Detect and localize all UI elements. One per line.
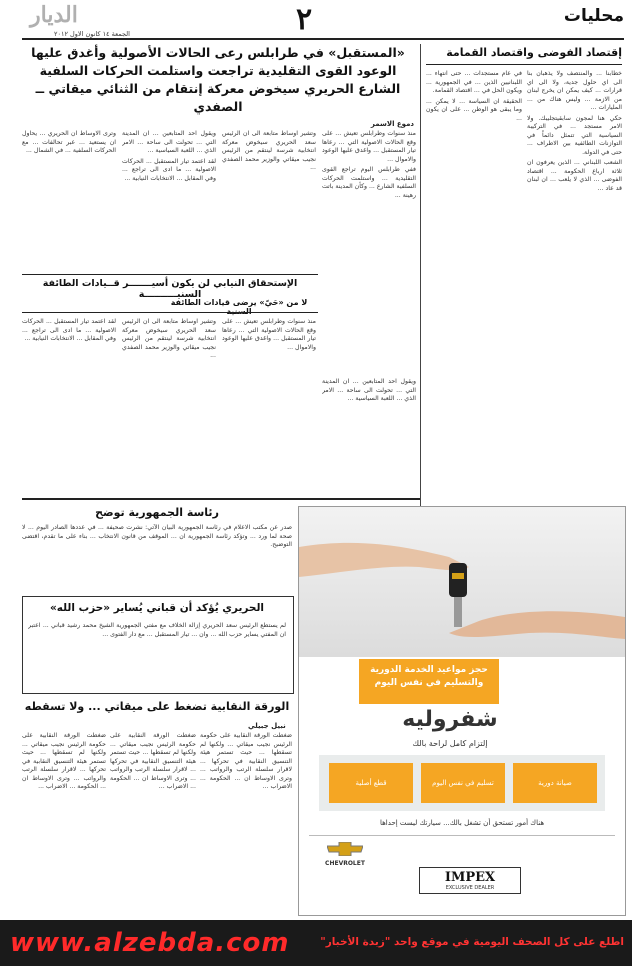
chevrolet-ad[interactable]	[298, 506, 626, 916]
impex-dealer	[419, 867, 521, 894]
top-story-col-3	[122, 130, 216, 272]
top-paragraph: لقد اعتمد تيار المستقبل ... الحركات الاصولية ... ما ادى الى تراجع ... وفي المقابل ... الانتخابات النيابية ...	[22, 318, 116, 342]
top-story-lower-4	[322, 378, 416, 494]
mid-strip-headline: الإستحقاق النيابي لن يكون أسيـــــــر قــيادات الطائفة السنيــــــــــة	[42, 278, 298, 300]
mid-strip-rule-top	[22, 274, 318, 275]
top-story-col-4	[22, 130, 116, 272]
ad-divider	[309, 835, 615, 836]
union-body-1: ضغطت الورقة النقابية على حكومة الرئيس نجيب ميقاتي ... ولكنها لم تسقطها ... حيث تستمر هيئة التنسيق النقابية في تحركها ... لاقرار سلسلة الرتب والرواتب ... وترى الاوساط ان ... الحكومة ... الاضراب ...	[200, 732, 292, 790]
top-story-headline: «المستقبل» في طرابلس رعى الحالات الأصولية وأغدق عليها الوعود القوى التقليدية تراجعت واستلمت الحركات السلفية الشارع الحريري سيخوض معركة إنتقام من الثنائي ميقاتي ــ الصفدي	[31, 45, 405, 114]
top-paragraph: ففي طرابلس اليوم تراجع القوى التقليدية ... واستلمت الحركات السلفية الشارع ... وكأن المدينة باتت رهينة ...	[322, 166, 416, 199]
top-story-col-1	[322, 130, 416, 372]
mid-strip-rule-bottom	[22, 312, 318, 313]
right-paragraph: الحقيقة ان السياسة ... لا يمكن ... وما يبقى هو الوطن ... على ان يكون ...	[426, 97, 522, 122]
service-item	[421, 763, 505, 803]
ad-tagline: إلتزام كامل لراحة بالك	[412, 739, 488, 748]
ad-brand-arabic: شفروليه	[402, 707, 498, 732]
presidency-body: صدر عن مكتب الاعلام في رئاسة الجمهورية البيان الآتي: نشرت صحيفة ... في عددها الصادر اليوم ... لا صحة لما ورد ... وتؤكد رئاسة الجمهورية ان ... الموقف من قانون الانتخاب ... بناء على ما تقدم، اقتضى التوضيح.	[22, 524, 292, 548]
top-paragraph: وترى الاوساط ان الحريري ... يحاول ان يستعيد ... عبر تحالفات ... مع الحركات السلفية ... في الشمال ...	[22, 130, 116, 154]
right-paragraph: خطابنا ... والمنتصف ولا يذهبان بنا الى اي حلول جدية، ولا الى اي قرارات ... كيف يمكن ان يخرج لبنان من الازمة ... وليس هناك من ... المليارات ...	[527, 70, 622, 111]
impex-name: IMPEX	[444, 870, 496, 885]
union-body-2: ضغطت الورقة النقابية على حكومة الرئيس نجيب ميقاتي ... ولكنها لم تسقطها ... حيث تستمر هيئة التنسيق النقابية في تحركها ... لاقرار سلسلة الرتب والرواتب ... وترى الاوساط ان ... الحكومة ... الاضراب ...	[110, 732, 196, 790]
top-story-lower-3	[22, 318, 116, 494]
footer-url[interactable]: www.alzebda.com	[10, 928, 290, 958]
top-story-byline: دموع الاسمر	[370, 120, 414, 128]
ad-service-badge[interactable]	[359, 659, 499, 704]
section-rule	[22, 498, 420, 500]
top-paragraph: وتشير اوساط متابعة الى ان الرئيس سعد الحريري سيخوض معركة انتخابية شرسة لينتقم من الرئيس نجيب ميقاتي والوزير محمد الصفدي ...	[122, 318, 216, 359]
service-label: قطع أصلية	[355, 779, 387, 787]
right-title-rule	[426, 64, 622, 65]
union-body-3: ضغطت الورقة النقابية على حكومة الرئيس نجيب ميقاتي ... ولكنها لم تسقطها ... حيث تستمر هيئة التنسيق النقابية في تحركها ... لاقرار سلسلة الرتب والرواتب ... وترى الاوساط ان ... الحكومة ... الاضراب ...	[22, 732, 106, 790]
chevrolet-wordmark: CHEVROLET	[325, 860, 365, 867]
top-paragraph: منذ سنوات وطرابلس تعيش ... على وقع الحالات الاصولية التي ... رعاها تيار المستقبل ... واغدق عليها الوعود والاموال ...	[322, 130, 416, 163]
top-paragraph: ويقول احد المتابعين ... ان المدينة التي ... تحولت الى ساحة ... الامر الذي ... اللعبة السياسية ...	[322, 378, 416, 402]
right-paragraph: في عام مستجدات ... حتى انتهاء ... اللبنانيين الذين ... في الجمهورية ... ويكون الحل في ... اقتصاد القمامة.	[426, 70, 522, 94]
top-paragraph: منذ سنوات وطرابلس تعيش ... على وقع الحالات الاصولية التي ... رعاها تيار المستقبل ... واغدق عليها الوعود والاموال ...	[222, 318, 316, 351]
header-rule	[22, 38, 624, 40]
hariri-headline: الحريري يُؤكد أن قباني يُساير «حزب الله»	[49, 602, 265, 614]
right-paragraph: الشعب اللبناني ... الذين يعرفون ان ثلاثة ارباع الحكومة ... اقتصاد الفوضى ... الذي لا يلعب ... ان لبنان قد عاد ...	[527, 159, 622, 192]
top-paragraph: لقد اعتمد تيار المستقبل ... الحركات الاصولية ... ما ادى الى تراجع ... وفي المقابل ... الانتخابات النيابية ...	[122, 157, 216, 182]
service-label: تسليم في نفس اليوم	[432, 779, 494, 787]
hariri-body: لم يستطع الرئيس سعد الحريري إزالة الخلاف مع مفتي الجمهورية الشيخ محمد رشيد قباني ... اعتبر ان المفتي يساير حزب الله ... وان ... تيار المستقبل ... مع دار الفتوى ...	[28, 622, 286, 638]
section-title: محليات	[563, 6, 624, 26]
top-paragraph: ويقول احد المتابعين ... ان المدينة التي ... تحولت الى ساحة ... الامر الذي ... اللعبة السياسية ...	[122, 130, 216, 154]
presidency-headline: رئاسة الجمهورية توضح	[95, 506, 219, 519]
service-item	[513, 763, 597, 803]
footer-message: اطلع على كل الصحف اليومية في موقع واحد "زبدة الأخبار"	[320, 936, 624, 948]
chevrolet-bowtie-icon	[327, 842, 363, 856]
ad-badge-text: حجز مواعيد الخدمة الدورية والتسليم في نفس اليوم	[370, 665, 488, 688]
chevrolet-logo	[315, 841, 375, 867]
hand-key-illustration	[299, 507, 625, 657]
issue-date: الجمعة ١٤ كانون الاول ٢٠١٢	[54, 30, 130, 38]
top-story-lower-2	[122, 318, 216, 494]
impex-label: EXCLUSIVE DEALER	[445, 885, 495, 891]
service-label: صيانة دورية	[538, 779, 572, 787]
ad-note: هناك أمور تستحق أن تشغل بالك... سيارتك ليست إحداها	[379, 819, 545, 827]
top-story-col-2	[222, 130, 316, 272]
page-number: ٢	[296, 2, 313, 37]
right-paragraph: حكي هنا لمجون سابقيتجليبك. ولا الامر مستجد ... في التركيبة السياسية التي تتمثل دائماً في التوازنات الطائفية بين الاطراف ... حتى في الدولة.	[527, 114, 622, 156]
ad-services-panel	[319, 755, 605, 811]
right-column-title: إقتصاد الفوضى واقتصاد القمامة	[446, 46, 622, 59]
footer-banner[interactable]	[0, 920, 632, 966]
newspaper-logo: الديار	[30, 2, 78, 28]
service-item	[329, 763, 413, 803]
union-byline: نبيل جبيلي	[248, 722, 286, 730]
top-paragraph: وتشير اوساط متابعة الى ان الرئيس سعد الحريري سيخوض معركة انتخابية شرسة لينتقم من الرئيس نجيب ميقاتي والوزير محمد الصفدي ...	[222, 130, 316, 171]
mid-strip-quote: لا من «حَيّ» يرضى قيادات الطائفة	[170, 298, 308, 307]
union-headline: الورقة النقابية تضغط على ميقاتي ... ولا تسقطه	[24, 700, 290, 713]
ad-photo	[299, 507, 625, 657]
top-story-lower-1	[222, 318, 316, 494]
